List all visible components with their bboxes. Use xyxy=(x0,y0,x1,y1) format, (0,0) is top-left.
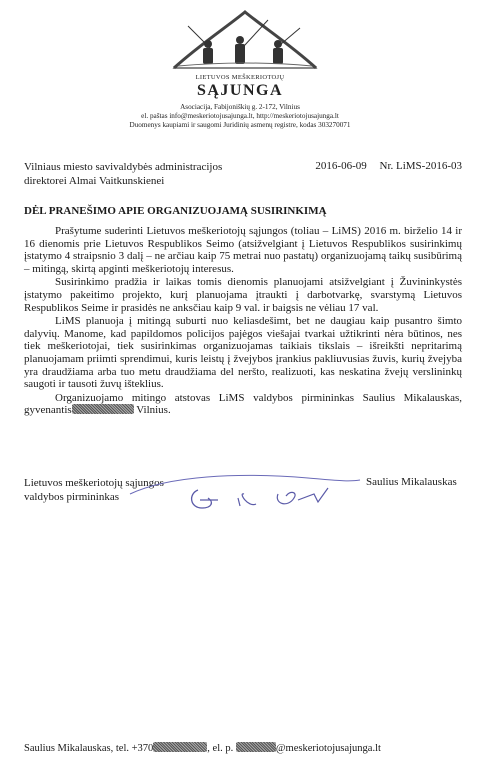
org-name-line2: SĄJUNGA xyxy=(196,82,284,99)
footer-email-domain: @meskeriotojusajunga.lt xyxy=(275,743,381,754)
signoff-name: Saulius Mikalauskas xyxy=(366,476,457,488)
paragraph-3: LiMS planuoja į mitingą suburti nuo keliasdešimt, bet ne daugiau kaip pusantro šimto dalyvių. Manome, kad papildomos policijos pajėgos viešajai tvarkai užtikrinti nėra būtinos, nes tiek meškeriotojai, tiek susirinkimas organizuojamas taikiais tikslais – išreikšti nepritarimą planuojamam priimti sprendimui, kuris leistų į žvejybos įrankius pakliuvusias žuvis, kurių žvejyba yra draudžiama arba tuo metu draudžiama del neršto, realizuoti, kas neskatina žvejų verslininkų saugoti ir tausoti žuvų išteklius. xyxy=(24,315,462,391)
recipient-line1: Vilniaus miesto savivaldybės administracijos xyxy=(24,161,223,173)
org-address: Asociacija, Fabijoniškių g. 2-172, Vilnius xyxy=(180,103,300,111)
letter-date: 2016-06-09 xyxy=(315,160,367,172)
org-registry: Duomenys kaupiami ir saugomi Juridinių asmenų registre, kodas 303270071 xyxy=(129,121,351,129)
footer-email-label: , el. p. xyxy=(207,743,234,754)
recipient xyxy=(24,160,222,188)
footer-name-phone: Saulius Mikalauskas, tel. +370 xyxy=(24,743,154,754)
org-contacts: el. paštas info@meskeriotojusajunga.lt, http://meskeriotojusajunga.lt xyxy=(141,112,339,120)
paragraph-4 xyxy=(24,392,462,417)
redacted-phone xyxy=(153,742,207,752)
date-reference xyxy=(305,160,462,172)
signoff-line1: Lietuvos meškeriotojų sąjungos xyxy=(24,477,164,489)
fishermen-logo xyxy=(168,6,322,72)
paragraph-4-text: Organizuojamo mitingo atstovas LiMS valdybos pirmininkas Saulius Mikalauskas, gyvenantis xyxy=(24,391,462,417)
signoff-line2: valdybos pirmininkas xyxy=(24,491,120,503)
letter-subject: DĖL PRANEŠIMO APIE ORGANIZUOJAMĄ SUSIRINKIMĄ xyxy=(24,205,327,217)
handwritten-signature xyxy=(128,464,364,524)
footer-contacts xyxy=(24,742,381,754)
paragraph-1: Prašytume suderinti Lietuvos meškeriotojų sąjungos (toliau – LiMS) 2016 m. birželio 14 ir 16 dienomis prie Lietuvos Respublikos Seimo (atsižvelgiant į Lietuvos Respublikos susirinkimų įstatymo 4 straipsnio 3 dalį – ne arčiau kaip 75 metrai nuo pastatų) organizuojamą taikų susibūrimą – mitingą, skirtą apginti meškeriotojų interesus. xyxy=(24,225,462,275)
org-name-line1: LIETUVOS MEŠKERIOTOJŲ xyxy=(195,74,285,81)
redacted-email xyxy=(236,742,276,752)
redacted-address xyxy=(72,404,134,414)
paragraph-4-city: Vilnius. xyxy=(136,404,171,417)
paragraph-2: Susirinkimo pradžia ir laikas tomis dienomis planuojami atsižvelgiant į Žuvininkystės įstatymo pakeitimo projekto, kurį planuojama įtraukti į darbotvarkę, svarstymą Lietuvos Respublikos Seime ir prasidės ne anksčiau kaip 9 val. ir baigsis ne vėliau 17 val. xyxy=(24,276,462,314)
recipient-line2: direktorei Almai Vaitkunskienei xyxy=(24,175,165,187)
letter-body xyxy=(24,225,462,418)
letter-number: Nr. LiMS-2016-03 xyxy=(379,160,462,172)
